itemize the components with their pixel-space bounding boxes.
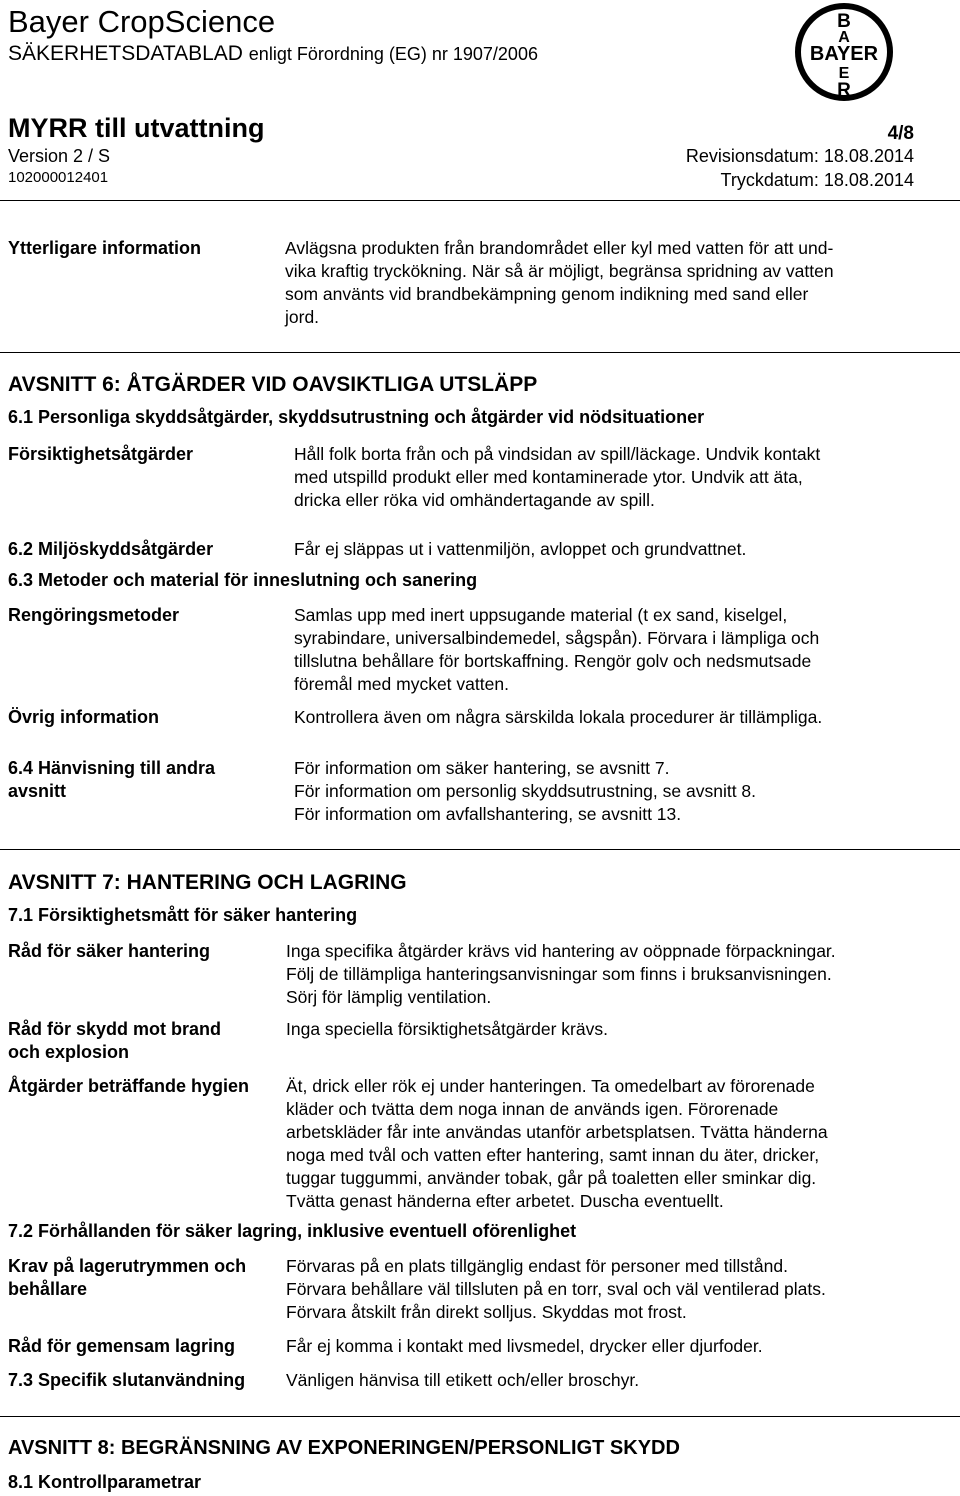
text-line: noga med tvål och vatten efter hantering, samt innan du äter, dricker, (286, 1145, 820, 1165)
product-name: MYRR till utvattning (8, 113, 265, 143)
subsection-7-3-text: Vänligen hänvisa till etikett och/eller broschyr. (286, 1370, 640, 1390)
subsection-6-4-text (294, 757, 756, 826)
version-label: Version 2 / S (8, 146, 111, 166)
fire-protection-text: Inga speciella försiktighetsåtgärder krävs. (286, 1019, 608, 1039)
text-line: kläder och tvätta dem noga innan de används igen. Förorenade (286, 1099, 779, 1119)
logo-letter-bottom: R (837, 80, 851, 101)
subsection-7-2-title: 7.2 Förhållanden för säker lagring, inklusive eventuell oförenlighet (8, 1221, 577, 1241)
safe-handling-text (286, 940, 836, 1009)
storage-requirements-text (286, 1255, 826, 1324)
subsection-7-3-label: 7.3 Specifik slutanvändning (8, 1370, 246, 1390)
text-line: Tvätta genast händerna efter arbetet. Duscha eventuellt. (286, 1191, 724, 1211)
text-line: föremål med mycket vatten. (294, 674, 509, 694)
label-line: och explosion (8, 1042, 130, 1062)
print-date: Tryckdatum: 18.08.2014 (720, 170, 914, 190)
text-line: Förvaras på en plats tillgänglig endast för personer med tillstånd. (286, 1256, 788, 1276)
text-line: tuggar tuggummi, använder tobak, går på toaletten eller sminkar dig. (286, 1168, 817, 1188)
text-line: För information om personlig skyddsutrustning, se avsnitt 8. (294, 781, 757, 801)
text-line: Samlas upp med inert uppsugande material (t ex sand, kiselgel, (294, 605, 788, 625)
text-line: med utspilld produkt eller med kontaminerade ytor. Undvik att äta, (294, 467, 803, 487)
text-line: Förvara behållare väl tillsluten på en torr, sval och väl ventilerad plats. (286, 1279, 826, 1299)
common-storage-text: Får ej komma i kontakt med livsmedel, drycker eller djurfoder. (286, 1336, 763, 1356)
company-name: Bayer CropScience (8, 4, 276, 39)
text-line: Sörj för lämplig ventilation. (286, 987, 492, 1007)
common-storage-label: Råd för gemensam lagring (8, 1336, 236, 1356)
text-line: tillslutna behållare för bortskaffning. Rengör golv och nedsmutsade (294, 651, 812, 671)
subsection-6-1-title: 6.1 Personliga skyddsåtgärder, skyddsutrustning och åtgärder vid nödsituationer (8, 407, 705, 427)
hygiene-text (286, 1075, 828, 1213)
text-line: För information om säker hantering, se avsnitt 7. (294, 758, 670, 778)
label-line: behållare (8, 1279, 88, 1299)
logo-letter-top: B (837, 11, 851, 32)
label-line: Råd för skydd mot brand (8, 1019, 222, 1039)
text-line: vika kraftig tryckökning. När så är möjligt, begränsa spridning av vatten (285, 261, 834, 281)
label-line: Krav på lagerutrymmen och (8, 1256, 247, 1276)
text-line: Förvara åtskilt från direkt solljus. Skyddas mot frost. (286, 1302, 687, 1322)
text-line: syrabindare, universalbindemedel, sågspån). Förvara i lämpliga och (294, 628, 820, 648)
cleaning-methods-text (294, 604, 819, 696)
document-type: SÄKERHETSDATABLAD (8, 42, 243, 65)
section-7-title: AVSNITT 7: HANTERING OCH LAGRING (8, 871, 407, 894)
document-subtitle (8, 42, 538, 66)
precautions-text (294, 443, 820, 512)
safe-handling-label: Råd för säker hantering (8, 941, 211, 961)
text-line: Håll folk borta från och på vindsidan av spill/läckage. Undvik kontakt (294, 444, 821, 464)
section-6-title: AVSNITT 6: ÅTGÄRDER VID OAVSIKTLIGA UTSLÄPP (8, 373, 538, 396)
text-line: För information om avfallshantering, se avsnitt 13. (294, 804, 682, 824)
subsection-6-2-label: 6.2 Miljöskyddsåtgärder (8, 539, 214, 559)
logo-letter-e: E (838, 65, 850, 82)
text-line: dricka eller röka vid omhändertagande av spill. (294, 490, 655, 510)
label-line: avsnitt (8, 781, 67, 801)
subsection-6-4-label (8, 757, 215, 803)
revision-date: Revisionsdatum: 18.08.2014 (685, 146, 914, 166)
text-line: jord. (285, 307, 320, 327)
section-divider (0, 849, 960, 850)
additional-info-label: Ytterligare information (8, 238, 202, 258)
section-8-title: AVSNITT 8: BEGRÄNSNING AV EXPONERINGEN/PERSONLIGT SKYDD (8, 1437, 680, 1459)
hygiene-label: Åtgärder beträffande hygien (8, 1076, 250, 1096)
other-info-label: Övrig information (8, 707, 160, 727)
precautions-label: Försiktighetsåtgärder (8, 444, 194, 464)
document-code: 102000012401 (8, 169, 109, 186)
subsection-7-1-title: 7.1 Försiktighetsmått för säker hantering (8, 905, 358, 925)
text-line: Följ de tillämpliga hanteringsanvisningar som finns i bruksanvisningen. (286, 964, 832, 984)
bayer-cross-logo (794, 2, 894, 102)
additional-info-text (285, 237, 834, 329)
text-line: som använts vid brandbekämpning genom indikning med sand eller (285, 284, 809, 304)
fire-protection-label (8, 1018, 221, 1064)
text-line: Inga specifika åtgärder krävs vid hantering av oöppnade förpackningar. (286, 941, 836, 961)
storage-requirements-label (8, 1255, 246, 1301)
logo-word: BAYER (809, 43, 879, 65)
page-number: 4/8 (887, 123, 914, 144)
cleaning-methods-label: Rengöringsmetoder (8, 605, 180, 625)
subsection-8-1-title: 8.1 Kontrollparametrar (8, 1472, 202, 1492)
logo-letter-a: A (838, 29, 850, 46)
text-line: Avlägsna produkten från brandområdet eller kyl med vatten för att und- (285, 238, 834, 258)
section-divider (0, 1416, 960, 1417)
header-divider (0, 200, 960, 201)
subsection-6-3-title: 6.3 Metoder och material för inneslutning och sanering (8, 570, 478, 590)
text-line: Ät, drick eller rök ej under hanteringen. Ta omedelbart av förorenade (286, 1076, 815, 1096)
regulation-text: enligt Förordning (EG) nr 1907/2006 (248, 44, 538, 64)
text-line: arbetskläder får inte användas utanför arbetsplatsen. Tvätta händerna (286, 1122, 828, 1142)
other-info-text: Kontrollera även om några särskilda lokala procedurer är tillämpliga. (294, 707, 823, 727)
subsection-6-2-text: Får ej släppas ut i vattenmiljön, avloppet och grundvattnet. (294, 539, 747, 559)
section-divider (0, 352, 960, 353)
label-line: 6.4 Hänvisning till andra (8, 758, 216, 778)
